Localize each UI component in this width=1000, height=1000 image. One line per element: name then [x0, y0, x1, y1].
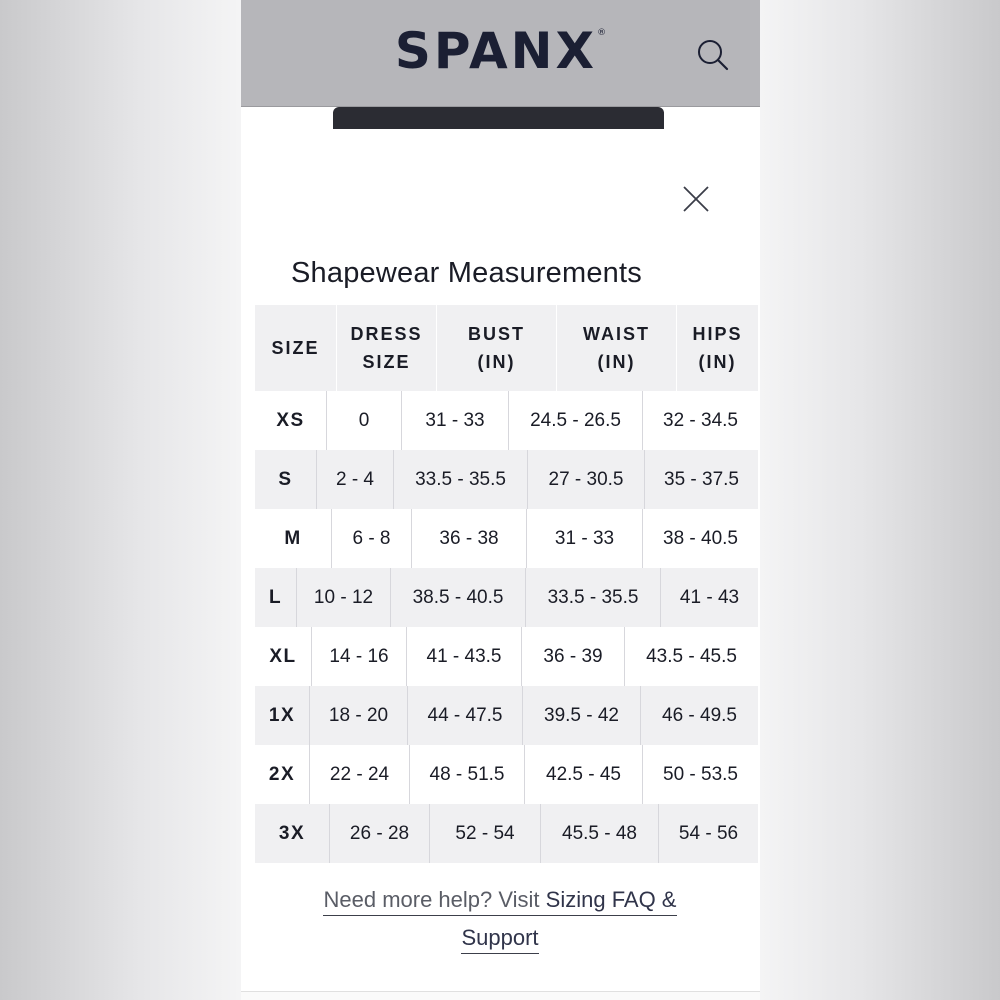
cell-waist: 24.5 - 26.5 — [509, 391, 643, 450]
cell-dress-size: 0 — [327, 391, 402, 450]
size-table-body — [255, 391, 758, 863]
cell-bust: 48 - 51.5 — [410, 745, 525, 804]
cell-bust: 31 - 33 — [402, 391, 509, 450]
help-text — [241, 881, 759, 957]
cell-hips: 54 - 56 — [678, 822, 739, 844]
support-link[interactable]: Support — [461, 925, 539, 950]
spanx-logo[interactable] — [241, 22, 760, 80]
cell-hips: 50 - 53.5 — [663, 763, 738, 785]
cell-hips: 43.5 - 45.5 — [646, 645, 737, 667]
close-icon[interactable] — [681, 184, 711, 214]
cell-bust: 44 - 47.5 — [408, 686, 523, 745]
cell-waist: 31 - 33 — [527, 509, 643, 568]
product-image-strip — [333, 107, 664, 129]
cell-waist: 42.5 - 45 — [525, 745, 643, 804]
table-header — [255, 305, 758, 391]
cell-bust: 33.5 - 35.5 — [394, 450, 528, 509]
sizing-faq-link[interactable]: Sizing FAQ & — [545, 887, 677, 912]
phone-screen — [241, 0, 760, 1000]
cell-dress-size: 6 - 8 — [332, 509, 412, 568]
header-hips: HIPS (IN) — [692, 324, 743, 372]
cell-waist: 27 - 30.5 — [528, 450, 645, 509]
site-header — [241, 0, 760, 107]
cell-hips: 41 - 43 — [679, 586, 740, 608]
table-row — [255, 804, 758, 863]
header-waist: WAIST (IN) — [557, 305, 677, 391]
registered-mark: ® — [597, 28, 607, 38]
cell-size: L — [255, 568, 297, 627]
help-line-1 — [323, 885, 676, 916]
cell-hips: 35 - 37.5 — [664, 468, 739, 490]
table-row — [255, 450, 758, 509]
cell-dress-size: 18 - 20 — [310, 686, 408, 745]
cell-size: XL — [255, 627, 312, 686]
header-size: SIZE — [255, 305, 337, 391]
size-chart-modal — [241, 129, 759, 991]
cell-waist: 33.5 - 35.5 — [526, 568, 661, 627]
cell-size: S — [255, 450, 317, 509]
cell-waist: 36 - 39 — [522, 627, 625, 686]
table-row — [255, 509, 758, 568]
table-row — [255, 568, 758, 627]
cell-bust: 41 - 43.5 — [407, 627, 522, 686]
cell-dress-size: 10 - 12 — [297, 568, 391, 627]
cell-size: XS — [255, 391, 327, 450]
header-dress-size: DRESS SIZE — [337, 305, 437, 391]
table-row — [255, 686, 758, 745]
table-row — [255, 391, 758, 450]
cell-bust: 36 - 38 — [412, 509, 527, 568]
cell-size: 1X — [255, 686, 310, 745]
cell-dress-size: 14 - 16 — [312, 627, 407, 686]
header-bust: BUST (IN) — [437, 305, 557, 391]
cell-size: M — [255, 509, 332, 568]
cell-bust: 38.5 - 40.5 — [391, 568, 526, 627]
cell-dress-size: 26 - 28 — [330, 804, 430, 863]
cell-hips: 32 - 34.5 — [663, 409, 738, 431]
cell-size: 3X — [255, 804, 330, 863]
help-line-2 — [461, 923, 538, 954]
page-footer-peek — [241, 991, 760, 1000]
table-row — [255, 627, 758, 686]
cell-dress-size: 2 - 4 — [317, 450, 394, 509]
cell-dress-size: 22 - 24 — [310, 745, 410, 804]
cell-hips: 38 - 40.5 — [663, 527, 738, 549]
cell-size: 2X — [255, 745, 310, 804]
help-prefix: Need more help? Visit — [323, 887, 546, 912]
logo-text: SPANX — [394, 22, 598, 80]
cell-hips: 46 - 49.5 — [662, 704, 737, 726]
modal-title: Shapewear Measurements — [291, 257, 642, 289]
cell-waist: 45.5 - 48 — [541, 804, 659, 863]
cell-bust: 52 - 54 — [430, 804, 541, 863]
cell-waist: 39.5 - 42 — [523, 686, 641, 745]
search-icon[interactable] — [696, 38, 730, 72]
table-row — [255, 745, 758, 804]
